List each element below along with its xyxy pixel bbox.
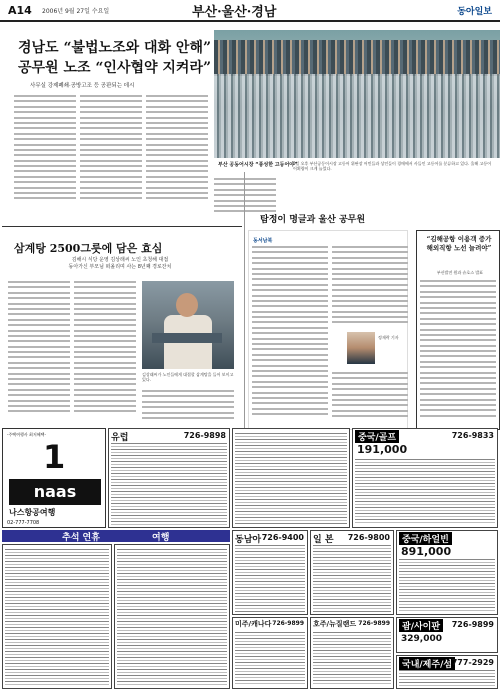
author-name: 정재락 기자 [378,335,399,340]
ad-listing-lines [235,545,305,612]
ad-phone: 777-2929 [451,658,494,667]
ad-listing-left2[interactable] [114,544,230,689]
nasis-number: 1 [43,438,66,476]
ad-listing-lines [399,670,495,686]
author-photo [347,332,375,364]
bar-label-right: 여행 [152,533,170,543]
ad-phone: 726-9400 [261,533,304,542]
restaurant-owner-photo [142,281,234,369]
ad-category: 일 본 [313,535,334,545]
ad-america-canada[interactable] [232,617,308,689]
ad-listing-lines [117,549,227,686]
fish-market-photo [214,30,500,158]
ad-guam-saipan[interactable] [396,617,498,653]
ad-listing-lines [399,559,495,612]
ad-category: 국내/제주/섬 [399,657,455,670]
ad-listing-lines [313,632,391,686]
nasis-sub: 나스항공여행 [9,508,56,517]
column-body-col3 [332,372,408,426]
lead-body-col3 [146,95,208,205]
second-body-col3 [142,390,234,424]
fish-rows-figure [214,74,500,158]
ad-listing-lines [355,459,495,525]
ad-category: 괌/사이판 [399,619,443,632]
second-subhead-line2: 동아가신 부모님 떠올리며 사는 8년째 경로잔치 [68,264,172,270]
side-byline: 부산발전 원과 슈호스 발표 [436,270,484,275]
ad-southeast-asia[interactable] [232,530,308,615]
divider-line [2,226,242,227]
ad-china-golf[interactable] [352,428,498,528]
column-body-col1 [252,246,328,426]
lead-body-col2 [80,95,142,205]
ad-phone: 726-9800 [347,533,390,542]
second-body-col2 [74,281,136,421]
nasis-brand: naas [9,479,101,505]
ad-phone: 726-9898 [183,431,226,440]
side-headline-line2: 해외직항 노선 늘려야” [426,244,492,252]
tray-figure [152,333,222,343]
ad-listing-lines [111,443,227,525]
side-headline [420,235,498,253]
column-title: 탐정이 명글과 울산 공무원 [260,215,366,225]
column-divider [244,172,245,428]
page-header [0,0,500,22]
ad-phone: 726-9899 [358,620,390,627]
section-title: 부산·울산·경남 [192,5,277,20]
ad-price: 329,000 [401,634,442,644]
side-body [420,280,496,426]
ad-china-harbin[interactable] [396,530,498,615]
photo-caption-text: 5일 오후 부산공동어시장 고등어 위판장 어민들과 상인들이 경매에서 사들인 고등어를 분류하고 있다. 올해 고등어 어획량이 크게 늘었다. [293,161,492,171]
second-body-col1 [8,281,70,421]
issue-date: 2006년 9월 27일 수요일 [42,8,110,15]
ad-category: 중국/골프 [355,430,399,443]
nasis-phone: 02-777-7708 [7,520,40,526]
ad-phone: 726-9833 [451,431,494,440]
ad-category: 동남아 [235,535,262,545]
column-label: 동서남북 [253,238,273,244]
newspaper-logo: 동아일보 [457,7,492,17]
page-number: A14 [8,4,32,17]
bar-label-left: 추석 연휴 [62,533,100,543]
lead-headline-line2: 공무원 노조 “인사협약 지켜라” [18,60,212,76]
ad-category: 호주/뉴질랜드 [313,620,357,628]
holiday-tour-bar [2,530,230,542]
ad-listing-lines [5,549,109,686]
photo-caption-title: 부산 공동어시장 “풍성한 고등어야” [218,162,298,168]
ad-price: 891,000 [401,545,452,558]
ad-listing-lines [235,632,305,686]
ad-listing-left[interactable] [2,544,112,689]
side-headline-line1: “김해공항 이용객 증가 [426,235,492,243]
ad-domestic-jeju[interactable] [396,655,498,689]
ad-australia[interactable] [310,617,394,689]
lead-subhead: 사무실 강제폐쇄·공방고조 등 공판되는 데시 [30,83,135,89]
ad-europe[interactable] [108,428,230,528]
column-body-col2 [332,246,408,330]
ad-category: 미주/캐나다 [235,620,272,628]
crowd-figure [214,40,500,76]
photo-man-caption: 김상래씨가 노인들에게 대접할 삼계탕을 들어 보이고 있다. [142,372,234,382]
second-headline: 삼계탕 2500그릇에 담은 효심 [14,242,163,255]
ad-category: 중국/하얼빈 [399,532,452,545]
ad-japan[interactable] [310,530,394,615]
lead-headline-line1: 경남도 “불법노조와 대화 안해” [18,40,212,56]
second-subhead-line1: 김해시 식당 운영 김상래씨 노인 초청해 대접 [71,257,169,263]
ad-category: 유럽 [111,433,129,443]
ad-listing-lines [313,545,391,612]
ad-phone: 726-9899 [272,620,304,627]
second-subhead [30,257,210,271]
ad-listing-middle[interactable] [232,428,350,528]
ad-price: 191,000 [357,443,408,456]
nasis-tagline: -주택여행사 최저혜택- [7,432,46,437]
person-head-figure [176,293,198,317]
ad-listing-lines [235,433,347,525]
lead-body-col1 [14,95,76,205]
lead-headline [18,38,218,78]
ad-phone: 726-9899 [451,620,494,629]
nasis-ad[interactable] [2,428,106,528]
